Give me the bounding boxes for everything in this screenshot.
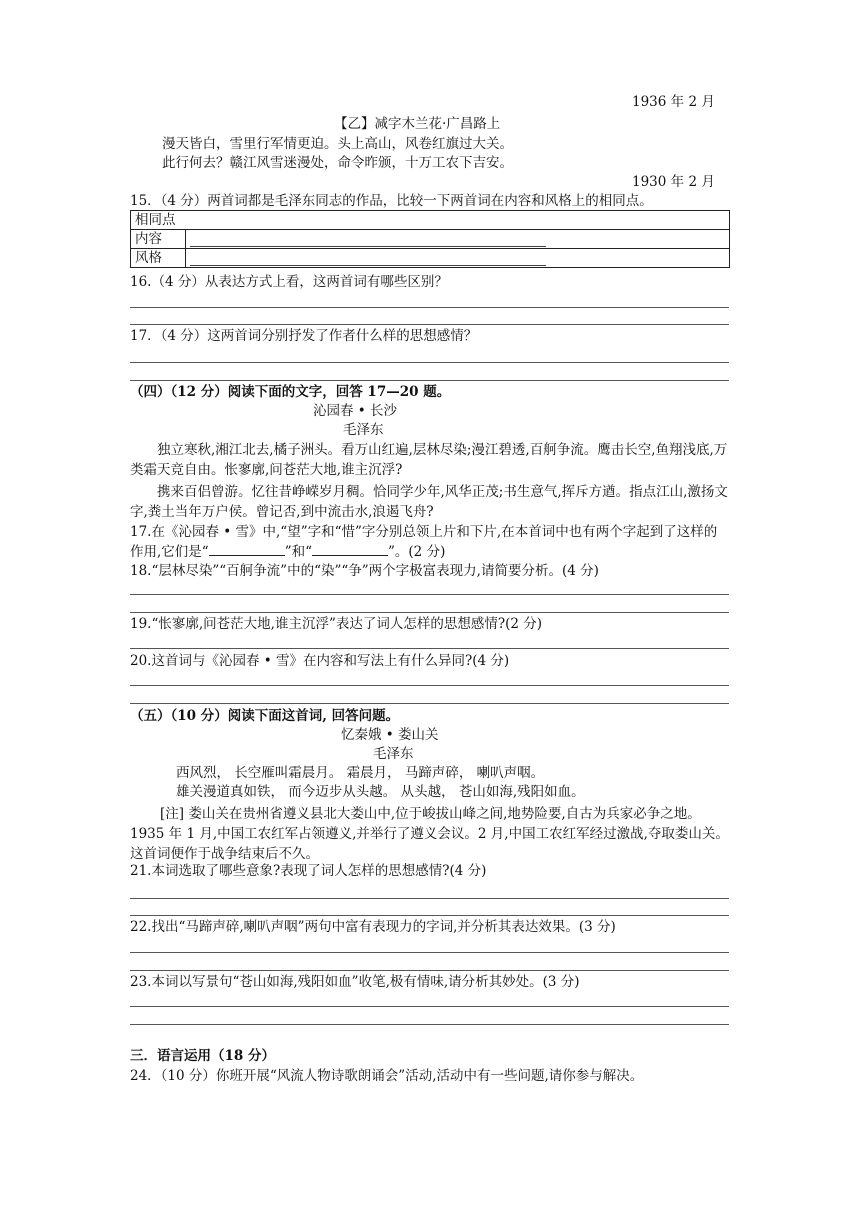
- answer-line[interactable]: [130, 380, 729, 381]
- content-answer-cell[interactable]: [186, 230, 730, 249]
- question-17a: 17．（4 分）这两首词分别抒发了作者什么样的思想感情？: [130, 328, 478, 344]
- poem-yi-line2: 此行何去？赣江风雪迷漫处，命令昨颁，十万工农下吉安。: [162, 155, 513, 171]
- question-20: 20.这首词与《沁园春 • 雪》在内容和写法上有什么异同?(4 分): [130, 653, 510, 669]
- section-4-author: 毛泽东: [343, 422, 384, 438]
- section-5-poem-line1: 西风烈， 长空雁叫霜晨月。 霜晨月， 马蹄声碎， 喇叭声咽。: [176, 765, 545, 781]
- answer-line[interactable]: [130, 685, 729, 686]
- style-answer-line[interactable]: [190, 253, 546, 266]
- question-17b: 17.在《沁园春 • 雪》中,“望”字和“惜”字分别总领上片和下片,在本首词中也有两个字起到了这样的作用,它们是“ ”和“ ”。(2 分): [130, 524, 718, 560]
- answer-line[interactable]: [130, 362, 729, 363]
- answer-line[interactable]: [130, 1006, 729, 1007]
- poem-yi-title: 【乙】减字木兰花·广昌路上: [334, 116, 501, 132]
- answer-line[interactable]: [130, 703, 729, 704]
- row-label-style: 风格: [131, 249, 186, 268]
- section-5-heading: （五）（10 分）阅读下面这首词, 回答问题。: [130, 708, 400, 724]
- answer-line[interactable]: [130, 898, 729, 899]
- table-header: 相同点: [131, 211, 730, 230]
- answer-line[interactable]: [130, 1024, 729, 1025]
- blank-2[interactable]: [312, 543, 388, 556]
- answer-line[interactable]: [130, 594, 729, 595]
- section-5-poem-title: 忆秦娥 • 娄山关: [341, 727, 439, 743]
- comparison-table: [130, 210, 730, 268]
- section-5-author: 毛泽东: [373, 746, 414, 762]
- question-23: 23.本词以写景句“苍山如海,残阳如血”收笔,极有情味,请分析其妙处。(3 分): [130, 974, 580, 990]
- question-18: 18.“层林尽染”“百舸争流”中的“染”“争”两个字极富表现力,请简要分析。(4 分): [130, 563, 599, 579]
- content-answer-line[interactable]: [190, 234, 546, 247]
- section-4-heading: （四）（12 分）阅读下面的文字，回答 17—20 题。: [130, 384, 451, 400]
- poem-jia-date: 1936 年 2 月: [632, 94, 715, 110]
- poem-paragraph-2: 携来百侣曾游。忆往昔峥嵘岁月稠。恰同学少年,风华正茂;书生意气,挥斥方遒。指点江山,激扬文字,粪土当年万户侯。曾记否,到中流击水,浪遏飞舟?: [130, 484, 728, 520]
- poem-yi-line1: 漫天皆白，雪里行军情更迫。头上高山，风卷红旗过大关。: [162, 136, 513, 152]
- answer-line[interactable]: [130, 612, 729, 613]
- section-4-poem-title: 沁园春 • 长沙: [313, 403, 398, 419]
- section-3-heading: 三．语言运用（18 分）: [130, 1048, 275, 1064]
- answer-line[interactable]: [130, 952, 729, 953]
- answer-line[interactable]: [130, 648, 729, 649]
- style-answer-cell[interactable]: [186, 249, 730, 268]
- answer-line[interactable]: [130, 915, 729, 916]
- question-19: 19.“怅寥廓,问苍茫大地,谁主沉浮”表达了词人怎样的思想感情?(2 分): [130, 616, 543, 632]
- section-5-poem-line2: 雄关漫道真如铁， 而今迈步从头越。 从头越， 苍山如海,残阳如血。: [176, 784, 585, 800]
- answer-line[interactable]: [130, 324, 729, 325]
- poem-paragraph-1: 独立寒秋,湘江北去,橘子洲头。看万山红遍,层林尽染;漫江碧透,百舸争流。鹰击长空,鱼翔浅底,万类霜天竞自由。怅寥廓,问苍茫大地,谁主沉浮?: [130, 442, 728, 478]
- answer-line[interactable]: [130, 307, 729, 308]
- question-15: 15．（4 分）两首词都是毛泽东同志的作品，比较一下两首词在内容和风格上的相同点。: [130, 193, 653, 209]
- question-22: 22.找出“马蹄声碎,喇叭声咽”两句中富有表现力的字词,并分析其表达效果。(3 分): [130, 919, 616, 935]
- question-24: 24．（10 分）你班开展“风流人物诗歌朗诵会”活动,活动中有一些问题,请你参与解决。: [130, 1068, 644, 1084]
- question-21: 21.本词选取了哪些意象?表现了词人怎样的思想感情?(4 分): [130, 863, 487, 879]
- section-5-note: [注] 娄山关在贵州省遵义县北大娄山中,位于峻拔山峰之间,地势险要,自古为兵家必争之地。1935 年 1 月,中国工农红军占领遵义,并举行了遵义会议。2 月,中国工农红军经过激战,夺取娄山关。这首词便作于战争结束后不久。: [130, 806, 729, 862]
- poem-yi-date: 1930 年 2 月: [632, 174, 715, 190]
- question-16: 16.（4 分）从表达方式上看，这两首词有哪些区别？: [130, 274, 448, 290]
- blank-1[interactable]: [209, 543, 285, 556]
- answer-line[interactable]: [130, 970, 729, 971]
- row-label-content: 内容: [131, 230, 186, 249]
